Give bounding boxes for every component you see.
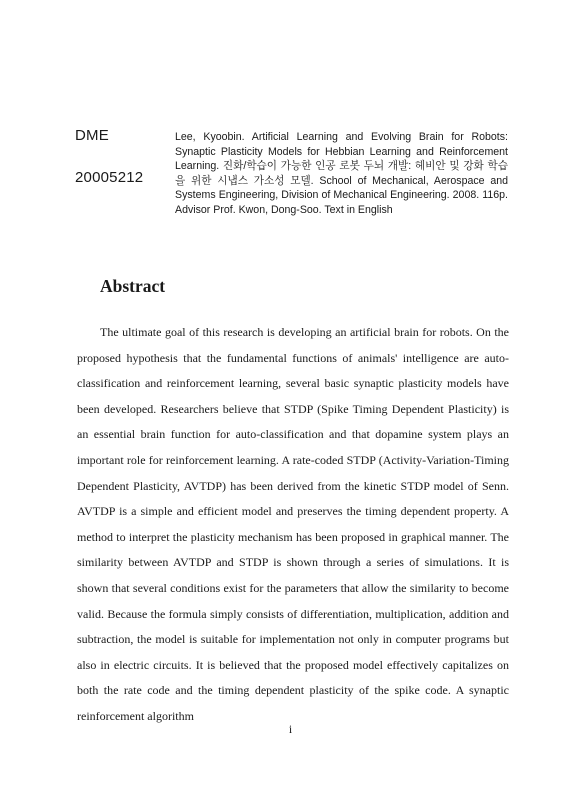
- page-number: i: [288, 722, 293, 736]
- student-id: 20005212: [75, 169, 144, 186]
- abstract-body: The ultimate goal of this research is developing an artificial brain for robots. On the proposed hypothesis that the fundamental functions of animals' intelligence are auto-classification and reinforcement learning, several basic synaptic plasticity models have been developed. Researchers believe that STDP (Spike Timing Dependent Plasticity) is an essential brain function for auto-classification and that dopamine system plays an important role for reinforcement learning. A rate-coded STDP (Activity-Variation-Timing Dependent Plasticity, AVTDP) has been derived from the kinetic STDP model of Senn. AVTDP is a simple and efficient model and preserves the timing dependent property. A method to interpret the plasticity mechanism has been proposed in graphical manner. The similarity between AVTDP and STDP is shown through a series of simulations. It is shown that several conditions exist for the parameters that allow the similarity to become valid. Because the formula simply consists of differentiation, multiplication, addition and subtraction, the model is suitable for implementation not only in computer programs but also in electric circuits. It is believed that the proposed model effectively capitalizes on both the rate code and the timing dependent plasticity of the spike code. A synaptic reinforcement algorithm: [77, 325, 509, 723]
- bibliographic-citation: Lee, Kyoobin. Artificial Learning and Evolving Brain for Robots: Synaptic Plasticity Models for Hebbian Learning and Reinforcement Learning. 진화/학습이 가능한 인공 로봇 두뇌 개발: 헤비안 및 강화 학습을 위한 시냅스 가소성 모델. School of Mechanical, Aerospace and Systems Engineering, Division of Mechanical Engineering. 2008. 116p. Advisor Prof. Kwon, Dong-Soo. Text in English: [175, 131, 508, 216]
- abstract-heading: Abstract: [100, 276, 166, 296]
- department-code: DME: [75, 127, 109, 144]
